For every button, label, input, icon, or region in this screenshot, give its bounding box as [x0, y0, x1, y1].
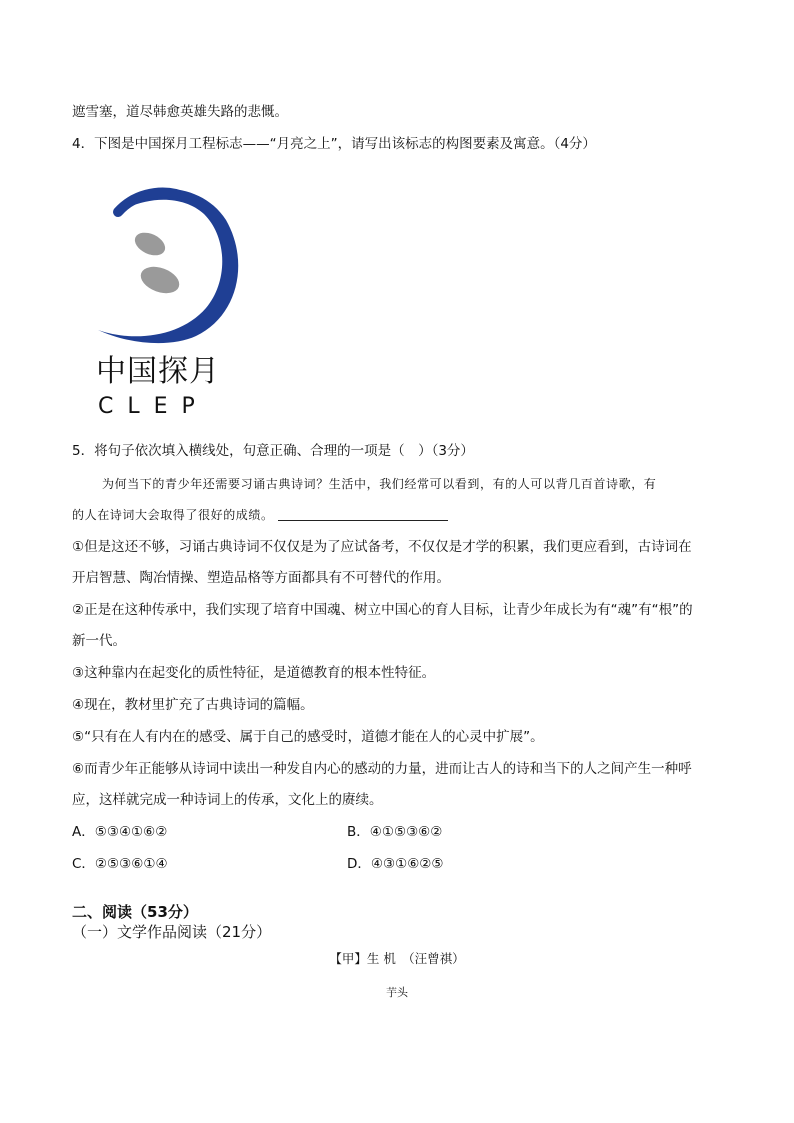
answer-blank	[278, 506, 448, 521]
option-c: C．②⑤③⑥①④	[72, 856, 168, 872]
passage-line-2	[72, 505, 448, 525]
reading-subtitle: 芋头	[386, 986, 408, 999]
intro-line: 遮雪塞，道尽韩愈英雄失路的悲慨。	[72, 104, 288, 120]
option-d: D．④③①⑥②⑤	[347, 856, 444, 872]
passage-line-2-text: 的人在诗词大会取得了很好的成绩。	[72, 508, 274, 522]
subsection-heading: （一）文学作品阅读（21分）	[72, 923, 272, 941]
sentence-5: ⑤“只有在人有内在的感受、属于自己的感受时，道德才能在人的心灵中扩展”。	[72, 729, 544, 745]
option-b: B．④①⑤③⑥②	[347, 824, 443, 840]
sentence-1b: 开启智慧、陶冶情操、塑造品格等方面都具有不可替代的作用。	[72, 570, 450, 586]
logo-english-text: CLEP	[98, 394, 209, 419]
sentence-6b: 应，这样就完成一种诗词上的传承，文化上的赓续。	[72, 792, 383, 808]
sentence-2a: ②正是在这种传承中，我们实现了培育中国魂、树立中国心的育人目标，让青少年成长为有“魂”有“根”的	[72, 602, 693, 618]
sentence-6a: ⑥而青少年正能够从诗词中读出一种发自内心的感动的力量，进而让古人的诗和当下的人之间产生一种呼	[72, 761, 692, 777]
question-5: 5．将句子依次填入横线处，句意正确、合理的一项是（ ）（3分）	[72, 443, 474, 459]
sentence-3: ③这种靠内在起变化的质性特征，是道德教育的根本性特征。	[72, 665, 436, 681]
logo-chinese-text: 中国探月	[96, 354, 220, 389]
sentence-4: ④现在，教材里扩充了古典诗词的篇幅。	[72, 697, 314, 713]
sentence-2b: 新一代。	[72, 633, 126, 649]
reading-title: 【甲】生 机 （汪曾祺）	[329, 951, 465, 966]
question-4: 4．下图是中国探月工程标志——“月亮之上”，请写出该标志的构图要素及寓意。（4分）	[72, 136, 596, 152]
moon-logo-icon	[88, 176, 248, 356]
option-a: A．⑤③④①⑥②	[72, 824, 168, 840]
passage-line-1: 为何当下的青少年还需要习诵古典诗词？生活中，我们经常可以看到，有的人可以背几百首诗歌，有	[102, 477, 657, 491]
sentence-1a: ①但是这还不够，习诵古典诗词不仅仅是为了应试备考，不仅仅是才学的积累，我们更应看到，古诗词在	[72, 539, 692, 555]
section-heading: 二、阅读（53分）	[72, 903, 198, 921]
